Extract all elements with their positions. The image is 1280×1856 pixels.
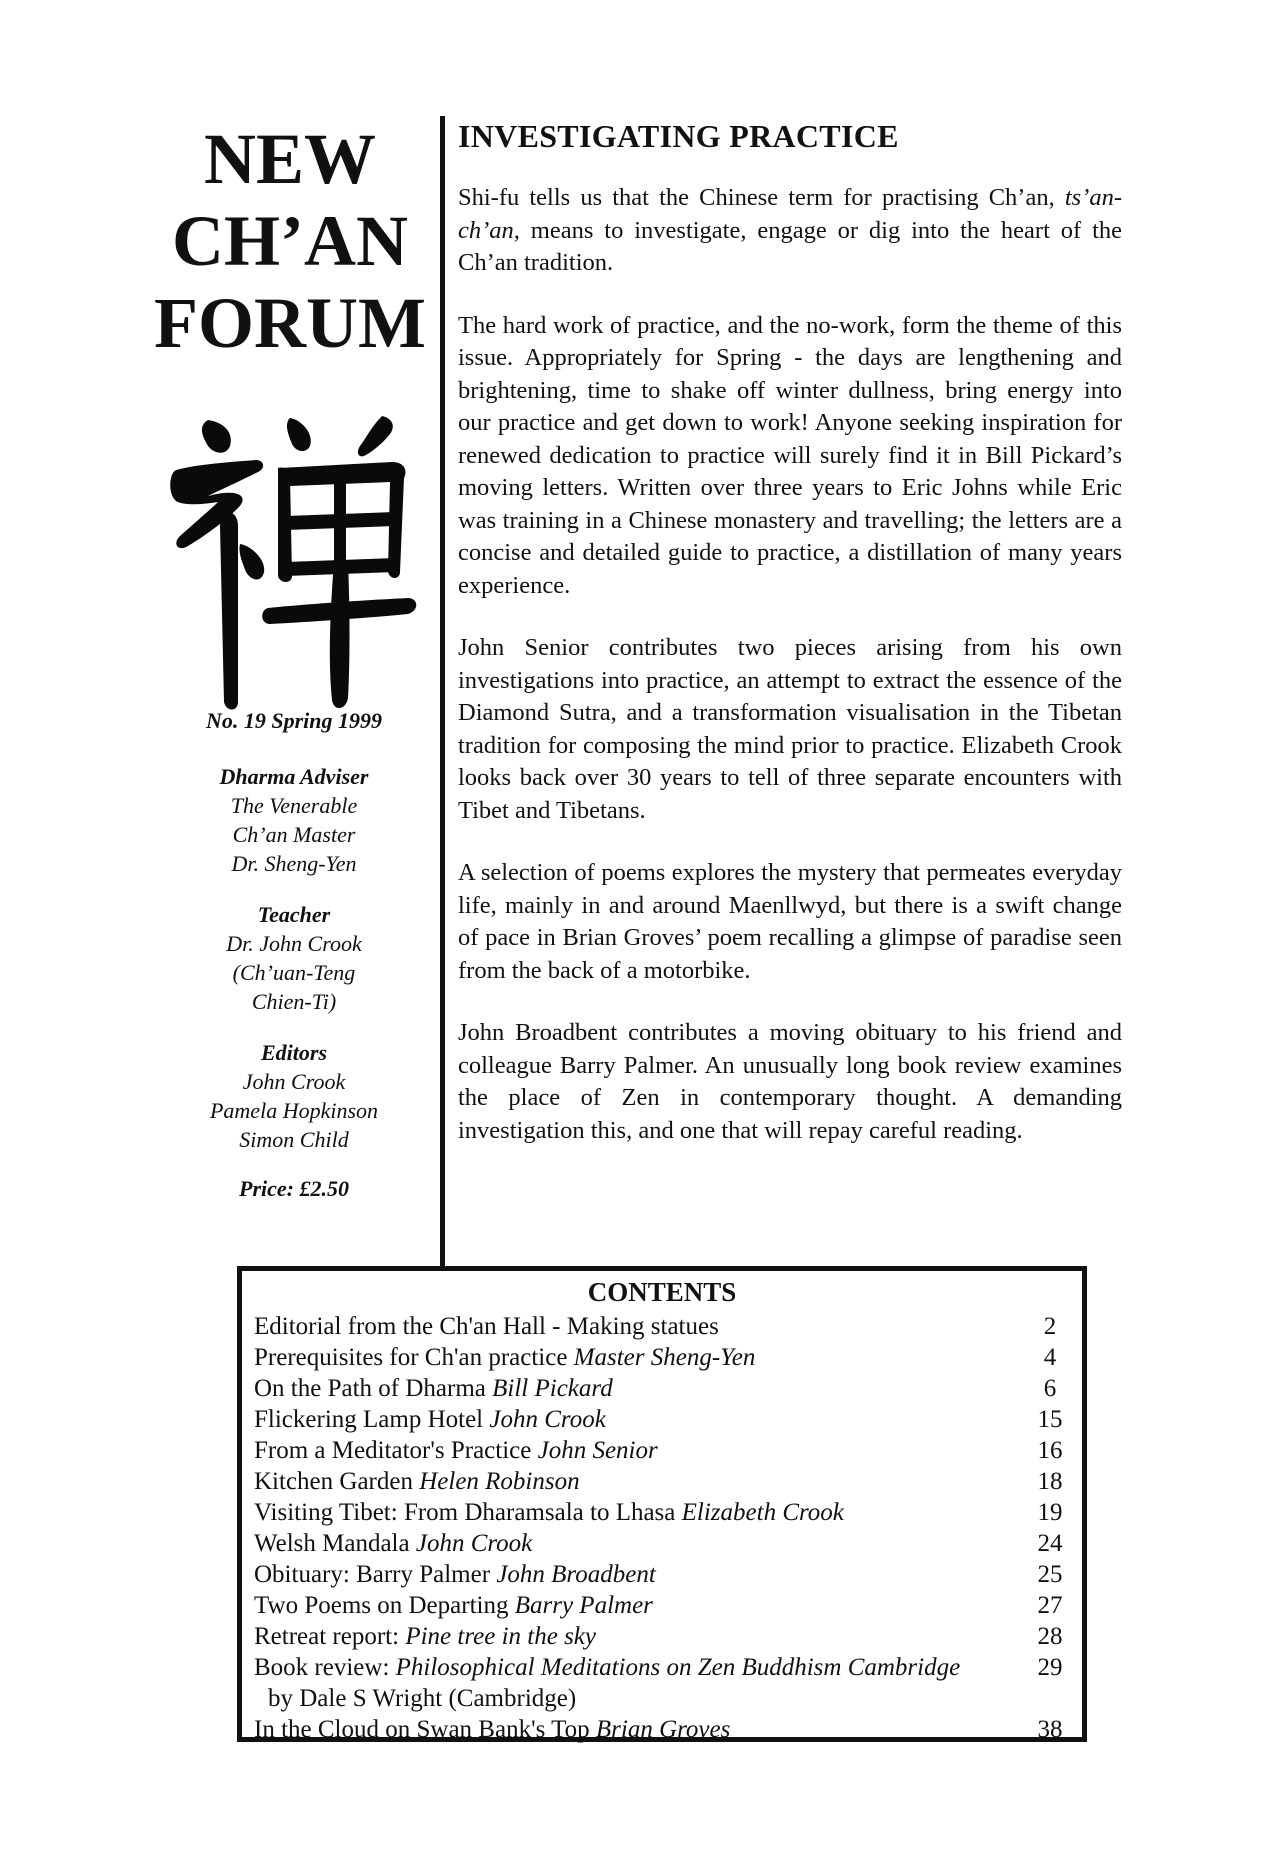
toc-page: 38	[1037, 1716, 1063, 1743]
article-paragraph-1	[458, 182, 1122, 280]
teacher-line: Chien-Ti)	[251, 989, 337, 1014]
toc-author: John Broadbent	[496, 1561, 656, 1588]
dharma-adviser-heading: Dharma Adviser	[219, 764, 369, 789]
toc-title: Visiting Tibet: From Dharamsala to Lhasa	[254, 1499, 682, 1526]
issue-info	[165, 706, 423, 735]
toc-entry-continuation: by Dale S Wright (Cambridge)	[268, 1685, 577, 1712]
p1-text-a: Shi-fu tells us that the Chinese term for practising Ch’an,	[458, 184, 1065, 211]
toc-entry[interactable]	[254, 1652, 1070, 1683]
toc-author: Bill Pickard	[492, 1375, 613, 1402]
article-paragraph-5: John Broadbent contributes a moving obituary to his friend and colleague Barry Palmer. An unusually long book review examines the place of Zen in contemporary thought. A demanding investigation this, and one that will repay careful reading.	[458, 1019, 1122, 1144]
toc-author: John Crook	[415, 1530, 533, 1557]
toc-title: Kitchen Garden	[254, 1468, 420, 1495]
article-paragraph-3: John Senior contributes two pieces arising from his own investigations into practice, an attempt to extract the essence of the Diamond Sutra, and a transformation visualisation in the Tibetan tradition for composing the mind prior to practice. Elizabeth Crook looks back over 30 years to tell of three separate encounters with Tibet and Tibetans.	[458, 634, 1122, 824]
toc-entry[interactable]	[254, 1342, 1070, 1373]
toc-entry[interactable]	[254, 1559, 1070, 1590]
toc-title: In the Cloud on Swan Bank's Top	[254, 1716, 596, 1743]
masthead-line-new: NEW	[203, 119, 377, 199]
contents-list	[254, 1311, 1070, 1745]
toc-entry[interactable]	[254, 1435, 1070, 1466]
toc-title: Obituary: Barry Palmer	[254, 1561, 497, 1588]
masthead-line-forum: FORUM	[154, 283, 426, 363]
adviser-line: Dr. Sheng-Yen	[231, 851, 357, 876]
toc-page: 24	[1037, 1530, 1063, 1557]
toc-entry[interactable]	[254, 1590, 1070, 1621]
editorial-article	[458, 116, 1122, 1177]
toc-title: On the Path of Dharma	[254, 1375, 493, 1402]
p1-text-b: means to investigate, engage or dig into the heart of the Ch’an tradition.	[458, 216, 1122, 276]
toc-entry[interactable]	[254, 1311, 1070, 1342]
teacher-heading: Teacher	[257, 902, 331, 927]
toc-page: 16	[1037, 1437, 1063, 1464]
toc-page: 25	[1037, 1561, 1063, 1588]
toc-author: Helen Robinson	[419, 1468, 580, 1495]
masthead-title	[140, 118, 440, 364]
article-paragraph-4: A selection of poems explores the mystery that permeates everyday life, mainly in and around Maenllwyd, but there is a swift change of pace in Brian Groves’ poem recalling a glimpse of paradise seen from the back of a motorbike.	[458, 859, 1122, 984]
editor-name: Simon Child	[239, 1127, 349, 1152]
toc-page: 15	[1037, 1406, 1063, 1433]
toc-entry[interactable]	[254, 1497, 1070, 1528]
dharma-adviser-block	[165, 762, 423, 878]
masthead-line-chan: CH’AN	[172, 201, 408, 281]
chan-character-logo	[168, 412, 418, 712]
toc-title: Flickering Lamp Hotel	[254, 1406, 490, 1433]
article-title: INVESTIGATING PRACTICE	[458, 118, 899, 154]
toc-author: Barry Palmer	[514, 1592, 653, 1619]
contents-heading: CONTENTS	[587, 1277, 737, 1307]
p1-term: ts’an-ch’an,	[458, 184, 1122, 244]
toc-page: 19	[1037, 1499, 1063, 1526]
price-block	[165, 1174, 423, 1203]
toc-page: 29	[1037, 1654, 1063, 1681]
column-divider	[440, 116, 445, 1269]
toc-title: From a Meditator's Practice	[254, 1437, 538, 1464]
toc-title: Prerequisites for Ch'an practice	[254, 1344, 574, 1371]
contents-box	[237, 1266, 1087, 1742]
adviser-line: Ch’an Master	[232, 822, 356, 847]
editors-block	[165, 1038, 423, 1154]
toc-page: 28	[1037, 1623, 1063, 1650]
toc-title: Welsh Mandala	[254, 1530, 416, 1557]
toc-entry[interactable]	[254, 1528, 1070, 1559]
teacher-line: (Ch’uan-Teng	[232, 960, 356, 985]
toc-author: John Crook	[489, 1406, 606, 1433]
editor-name: John Crook	[242, 1069, 346, 1094]
toc-entry[interactable]	[254, 1373, 1070, 1404]
toc-author: Pine tree in the sky	[405, 1623, 596, 1650]
toc-title: Two Poems on Departing	[254, 1592, 515, 1619]
toc-page: 27	[1037, 1592, 1063, 1619]
issue-number: No. 19 Spring 1999	[205, 708, 383, 733]
price: Price: £2.50	[239, 1176, 349, 1201]
toc-page: 18	[1037, 1468, 1063, 1495]
toc-title: Book review:	[254, 1654, 396, 1681]
editor-name: Pamela Hopkinson	[209, 1098, 379, 1123]
toc-author: Philosophical Meditations on Zen Buddhism Cambridge	[395, 1654, 961, 1681]
adviser-line: The Venerable	[230, 793, 358, 818]
toc-author: John Senior	[537, 1437, 658, 1464]
toc-page: 4	[1043, 1344, 1057, 1371]
toc-entry[interactable]	[254, 1714, 1070, 1745]
article-paragraph-2: The hard work of practice, and the no-work, form the theme of this issue. Appropriately for Spring - the days are lengthening and brightening, time to shake off winter dullness, bring energy into our practice and get down to work! Anyone seeking inspiration for renewed dedication to practice will surely find it in Bill Pickard’s moving letters. Written over three years to Eric Johns while Eric was training in a Chinese monastery and travelling; the letters are a concise and detailed guide to practice, a distillation of many years experience.	[458, 311, 1122, 599]
toc-title: Retreat report:	[254, 1623, 406, 1650]
toc-page: 2	[1043, 1313, 1057, 1340]
editors-heading: Editors	[260, 1040, 328, 1065]
toc-author: Elizabeth Crook	[681, 1499, 844, 1526]
toc-author: Master Sheng-Yen	[573, 1344, 756, 1371]
teacher-block	[165, 900, 423, 1016]
toc-page: 6	[1043, 1375, 1057, 1402]
toc-entry[interactable]	[254, 1621, 1070, 1652]
teacher-line: Dr. John Crook	[226, 931, 362, 956]
toc-title: Editorial from the Ch'an Hall - Making statues	[254, 1313, 719, 1340]
toc-entry[interactable]	[254, 1404, 1070, 1435]
toc-author: Brian Groves	[595, 1716, 731, 1743]
toc-entry[interactable]	[254, 1466, 1070, 1497]
